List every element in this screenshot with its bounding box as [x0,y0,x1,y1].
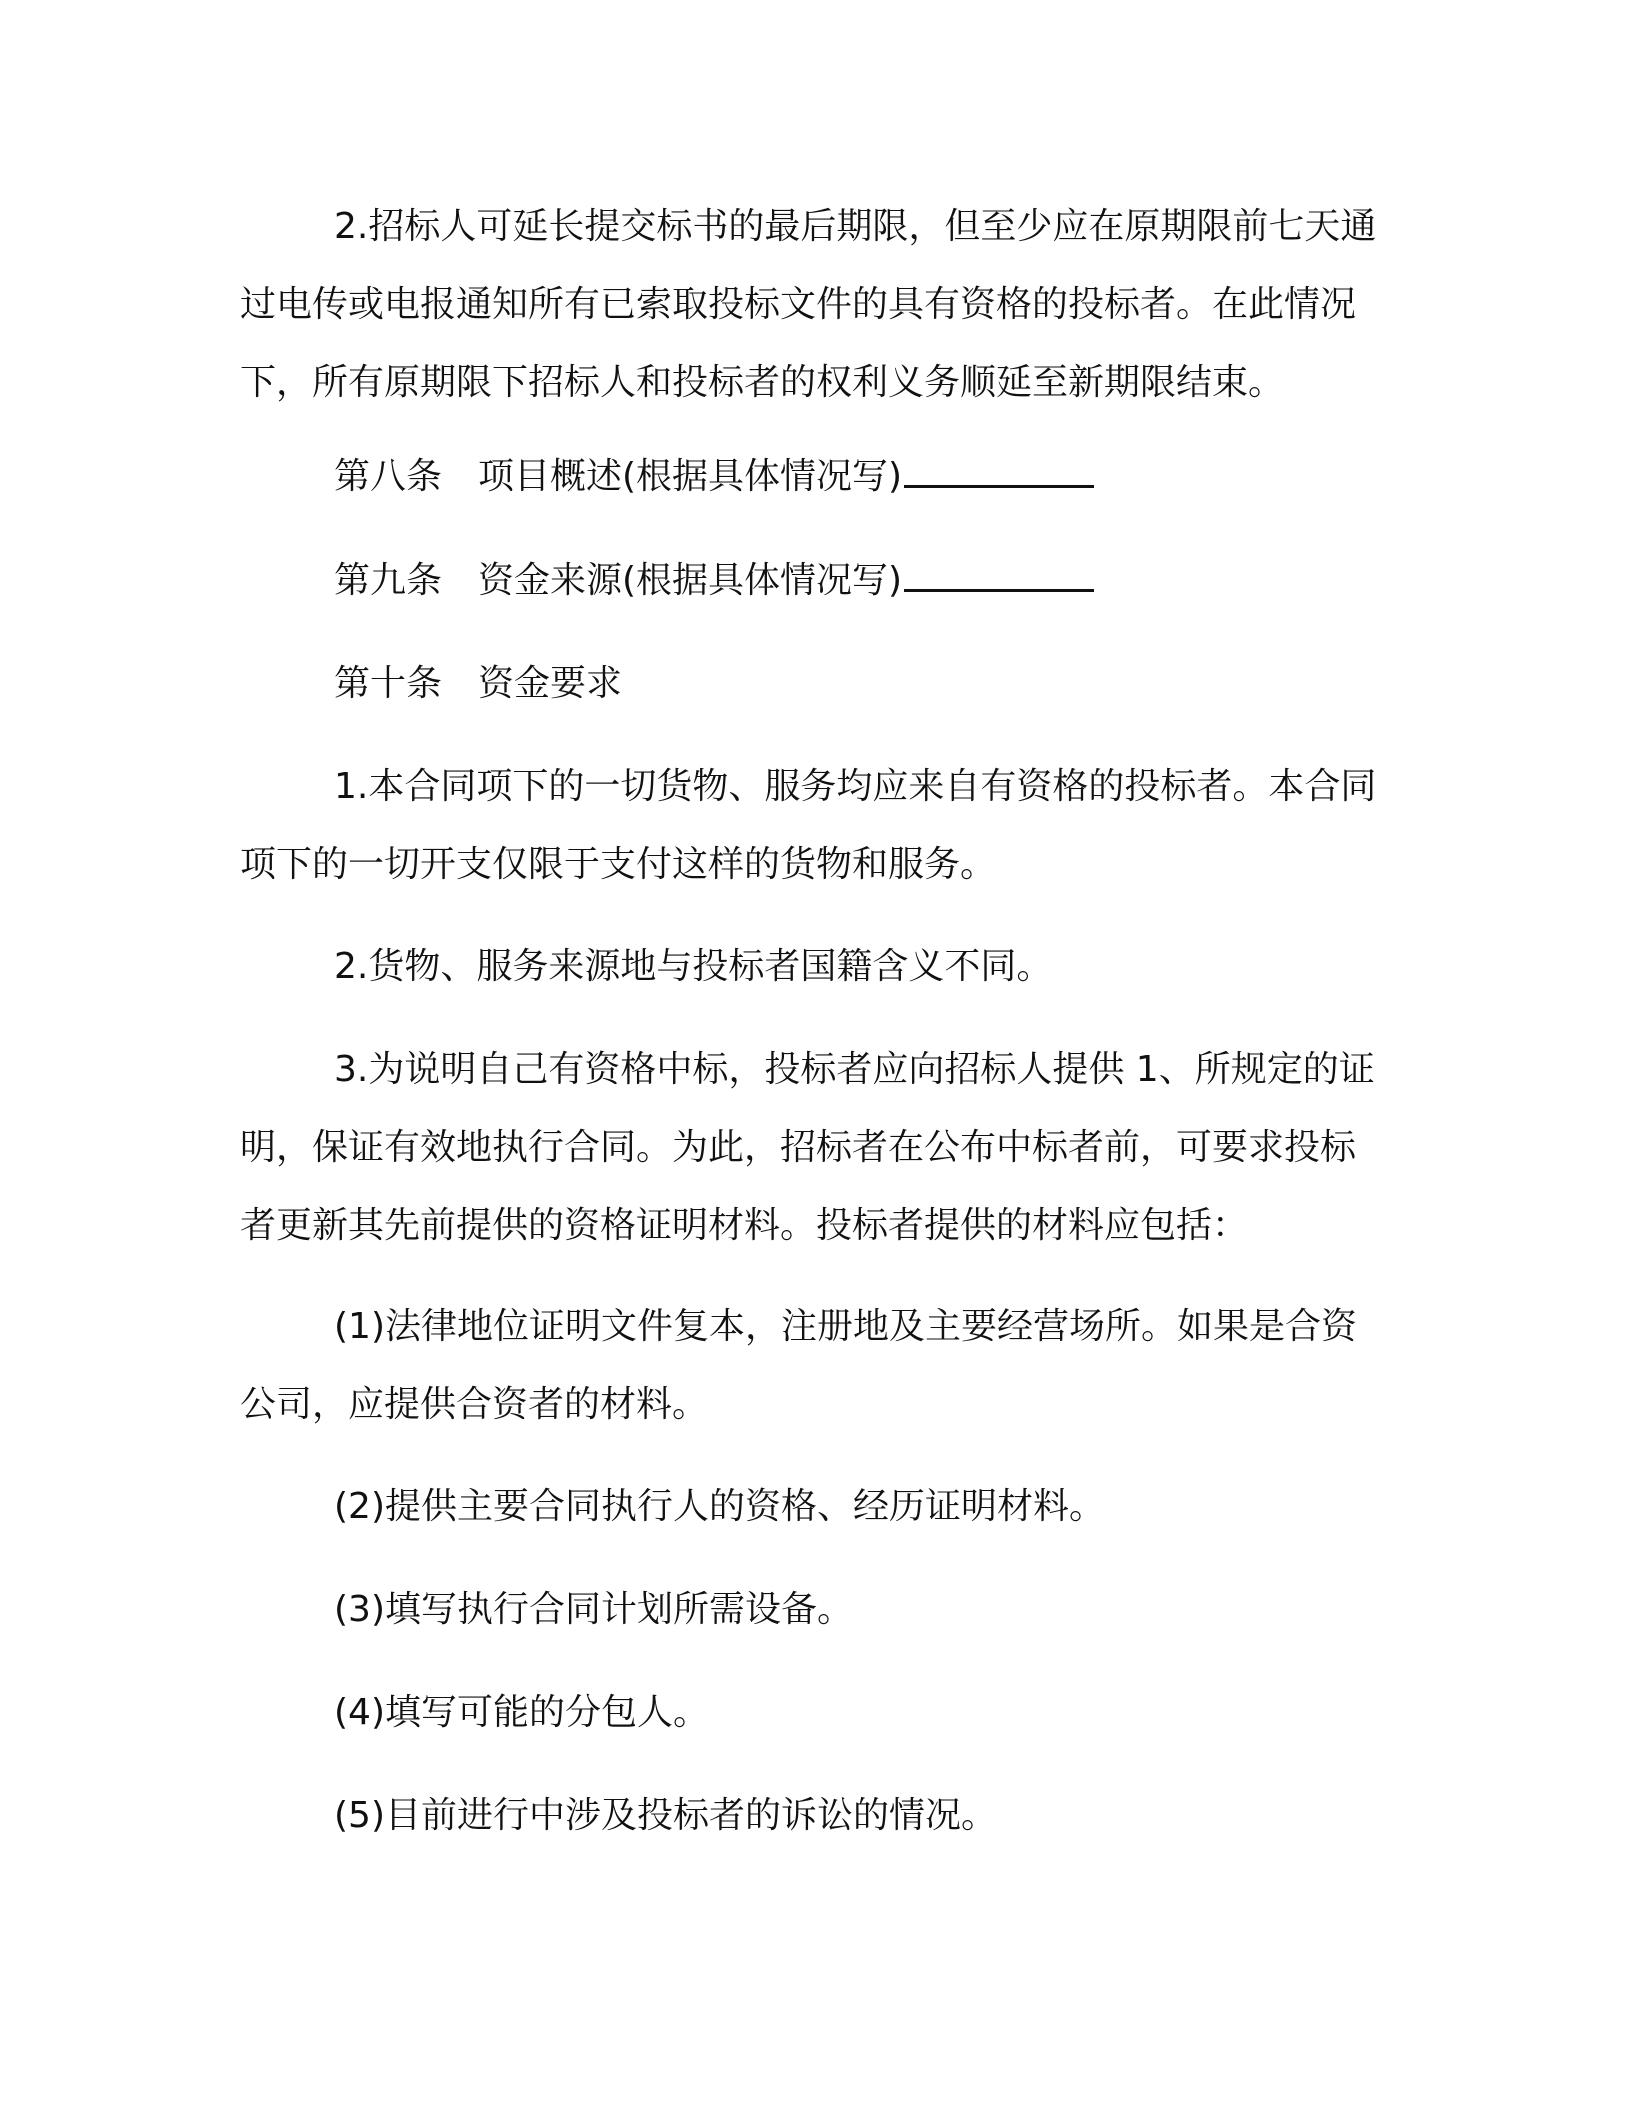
list-item-litigation: (5)目前进行中涉及投标者的诉讼的情况。 [334,1795,997,1836]
article-9-label: 第九条 [334,560,443,601]
paragraph-origin-nationality: 2.货物、服务来源地与投标者国籍含义不同。 [334,946,1053,987]
list-item-legal-status: (1)法律地位证明文件复本，注册地及主要经营场所。如果是合资公司，应提供合资者的材料。 [240,1306,1357,1425]
list-item-executor-qualification: (2)提供主要合同执行人的资格、经历证明材料。 [334,1486,1105,1527]
article-10-label: 第十条 [334,663,443,704]
list-item-subcontractors: (4)填写可能的分包人。 [334,1692,709,1733]
article-10-heading [240,645,1390,723]
paragraph-goods-services: 1.本合同项下的一切货物、服务均应来自有资格的投标者。本合同项下的一切开支仅限于支付这样的货物和服务。 [240,766,1377,885]
article-8-heading [240,438,1390,516]
list-item-equipment: (3)填写执行合同计划所需设备。 [334,1589,853,1630]
article-9-heading [240,542,1390,620]
article-8-label: 第八条 [334,456,443,497]
article-10-title: 资金要求 [478,663,623,704]
article-9-title: 资金来源(根据具体情况写) [478,560,903,601]
fill-in-blank-line [904,451,1094,488]
paragraph-extension-deadline: 2.招标人可延长提交标书的最后期限，但至少应在原期限前七天通过电传或电报通知所有已索取投标文件的具有资格的投标者。在此情况下，所有原期限下招标人和投标者的权利义务顺延至新期限结束。 [240,206,1377,403]
fill-in-blank-line [904,555,1094,592]
article-8-title: 项目概述(根据具体情况写) [478,456,903,497]
paragraph-qualification-proof: 3.为说明自己有资格中标，投标者应向招标人提供 1、所规定的证明，保证有效地执行合同。为此，招标者在公布中标者前，可要求投标者更新其先前提供的资格证明材料。投标者提供的材料应包括： [240,1049,1375,1246]
